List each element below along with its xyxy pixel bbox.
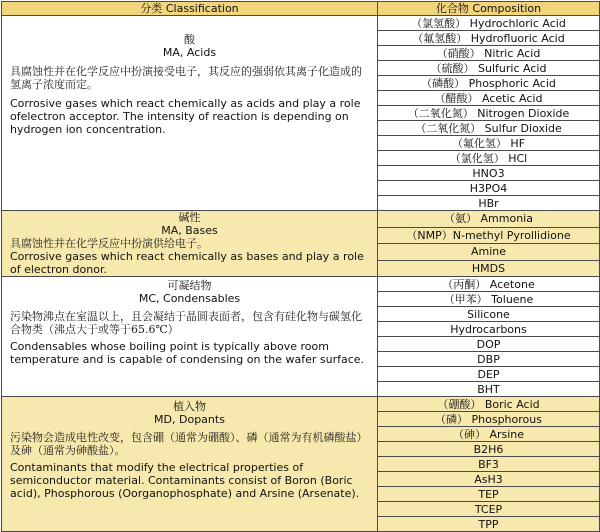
acids-desc-en: Corrosive gases which react chemically as acids and play a role ofelectron acceptor. The intensity of reaction is depending on hydrogen ion concentration. xyxy=(10,97,361,136)
composition-item: DEP xyxy=(378,367,600,382)
composition-item: AsH3 xyxy=(378,472,600,487)
composition-item: TPP xyxy=(378,517,600,532)
bases-title-en: MA, Bases xyxy=(161,224,218,237)
acids-desc-cn: 具腐蚀性并在化学反应中扮演接受电子，其反应的强弱依其离子化造成的氢离子浓度而定。 xyxy=(10,65,362,91)
classification-table xyxy=(1,1,600,532)
composition-item: （氯氢酸） Hydrochloric Acid xyxy=(378,16,600,31)
composition-item: HNO3 xyxy=(378,166,600,181)
dopants-description-cell xyxy=(2,397,378,532)
condensables-description-cell xyxy=(2,277,378,397)
composition-item: （砷） Arsine xyxy=(378,427,600,442)
composition-item: Amine xyxy=(378,244,600,261)
composition-item: TCEP xyxy=(378,502,600,517)
composition-item: BHT xyxy=(378,382,600,397)
composition-item: Hydrocarbons xyxy=(378,322,600,337)
composition-item: （硼酸） Boric Acid xyxy=(378,397,600,412)
composition-item: H3PO4 xyxy=(378,181,600,196)
dopants-title-cn: 植入物 xyxy=(173,400,206,413)
composition-item: （氟氢酸） Hydrofluoric Acid xyxy=(378,31,600,46)
condensables-desc-cn: 污染物沸点在室温以上，且会凝结于晶圆表面者，包含有硅化物与碳氢化合物类（沸点大于或等于65.6℃） xyxy=(10,310,362,336)
bases-title-cn: 碱性 xyxy=(178,211,201,224)
composition-item: （磷） Phosphorous xyxy=(378,412,600,427)
acids-row xyxy=(2,16,600,31)
header-composition: 化合物 Composition xyxy=(378,2,600,16)
composition-item: （二氧化氮） Nitrogen Dioxide xyxy=(378,106,600,121)
composition-item: （二氧化氮） Sulfur Dioxide xyxy=(378,121,600,136)
composition-item: DOP xyxy=(378,337,600,352)
acids-title-en: MA, Acids xyxy=(162,46,217,59)
condensables-title-en: MC, Condensables xyxy=(138,292,241,305)
composition-item: BF3 xyxy=(378,457,600,472)
condensables-desc-en: Condensables whose boiling point is typically above room temperature and is capable of condensing on the wafer surface. xyxy=(10,340,365,366)
acids-title-cn: 酸 xyxy=(184,33,195,46)
dopants-desc-cn: 污染物会造成电性改变，包含硼（通常为硼酸）、磷（通常为有机磷酸盐）及砷（通常为砷酸盐）。 xyxy=(10,431,368,457)
dopants-title-en: MD, Dopants xyxy=(154,413,225,426)
header-row xyxy=(2,2,600,16)
composition-item: DBP xyxy=(378,352,600,367)
composition-item: （丙酮） Acetone xyxy=(378,277,600,292)
composition-item: （氟化氢） HF xyxy=(378,136,600,151)
composition-item: （NMP）N-methyl Pyrollidione xyxy=(378,227,600,244)
composition-item: （磷酸） Phosphoric Acid xyxy=(378,76,600,91)
composition-item: Silicone xyxy=(378,307,600,322)
condensables-title-cn: 可凝结物 xyxy=(167,279,212,292)
composition-item: TEP xyxy=(378,487,600,502)
bases-desc-cn: 具腐蚀性并在化学反应中扮演供给电子。 xyxy=(10,237,208,250)
composition-item: B2H6 xyxy=(378,442,600,457)
composition-item: （甲苯） Toluene xyxy=(378,292,600,307)
composition-item: （硝酸） Nitric Acid xyxy=(378,46,600,61)
acids-description-cell xyxy=(2,16,378,211)
condensables-row xyxy=(2,277,600,292)
dopants-row xyxy=(2,397,600,412)
composition-item: （醋酸） Acetic Acid xyxy=(378,91,600,106)
dopants-desc-en: Contaminants that modify the electrical properties of semiconductor material. Contaminants consist of Boron (Boric acid), Phosphorous (Oorganophosphate) and Arsine (Arsenate). xyxy=(10,461,360,500)
composition-item: （氨） Ammonia xyxy=(378,211,600,228)
composition-item: HBr xyxy=(378,196,600,211)
bases-row xyxy=(2,211,600,228)
header-classification: 分类 Classification xyxy=(2,2,378,16)
composition-item: HMDS xyxy=(378,260,600,277)
composition-item: （氯化氢） HCl xyxy=(378,151,600,166)
bases-description-cell xyxy=(2,211,378,277)
composition-item: （硫酸） Sulfuric Acid xyxy=(378,61,600,76)
bases-desc-en: Corrosive gases which react chemically as bases and play a role of electron donor. xyxy=(10,250,364,276)
